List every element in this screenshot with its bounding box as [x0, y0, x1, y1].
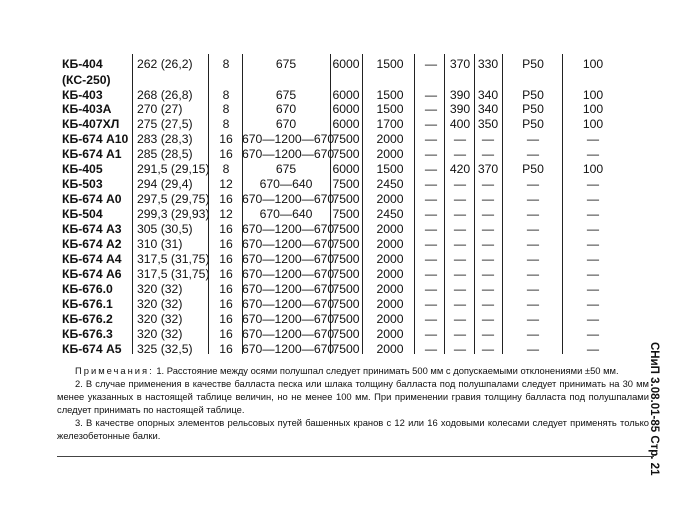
table-cell: 1500 — [376, 57, 404, 71]
table-cell: — — [453, 222, 467, 236]
table-cell: 670—1200—670 — [242, 132, 335, 146]
crane-model-cell: (КС-250) — [62, 73, 111, 87]
table-cell: 7500 — [332, 252, 360, 266]
table-cell: — — [481, 147, 495, 161]
table-cell: 320 (32) — [137, 312, 183, 326]
table-cell: — — [586, 237, 600, 251]
table-cell: 7500 — [332, 207, 360, 221]
table-cell: — — [526, 342, 540, 356]
table-cell: — — [526, 222, 540, 236]
table-cell: 1500 — [376, 102, 404, 116]
table-cell: 16 — [219, 222, 233, 236]
table-cell: 2450 — [376, 177, 404, 191]
table-cell: 16 — [219, 132, 233, 146]
table-cell: 7500 — [332, 342, 360, 356]
table-cell: 2000 — [376, 312, 404, 326]
table-cell: 299,3 (29,93) — [137, 207, 210, 221]
table-cell: — — [586, 297, 600, 311]
table-cell: — — [526, 237, 540, 251]
table-cell: 2000 — [376, 342, 404, 356]
table-cell: Р50 — [522, 102, 544, 116]
table-cell: 7500 — [332, 192, 360, 206]
table-cell: 7500 — [332, 267, 360, 281]
table-cell: 670—1200—670 — [242, 342, 335, 356]
table-cell: 100 — [582, 102, 604, 116]
table-cell: 7500 — [332, 132, 360, 146]
table-cell: — — [453, 237, 467, 251]
crane-model-cell: КБ-404 — [62, 57, 103, 71]
table-cell: 6000 — [332, 57, 360, 71]
crane-model-cell: КБ-676.3 — [62, 327, 113, 341]
table-cell: 670—1200—670 — [242, 147, 335, 161]
table-cell: — — [526, 297, 540, 311]
table-cell: — — [481, 132, 495, 146]
table-cell: — — [453, 327, 467, 341]
table-cell: — — [424, 222, 438, 236]
table-cell: 16 — [219, 282, 233, 296]
crane-model-cell: КБ-405 — [62, 162, 103, 176]
table-cell: 390 — [449, 88, 471, 102]
table-cell: — — [526, 267, 540, 281]
table-cell: — — [586, 267, 600, 281]
table-cell: — — [481, 282, 495, 296]
table-cell: — — [481, 222, 495, 236]
crane-model-cell: КБ-676.0 — [62, 282, 113, 296]
note-2: 2. В случае применения в качестве балласта песка или шлака толщину балласта под полушпалами следует принимать на 30 мм менее указанных в настоящей таблице величин, но не менее 100 мм. При применении гравия толщину балласта под полушпалами следует принимать по настоящей таблице. — [57, 378, 649, 415]
table-cell: — — [424, 57, 438, 71]
table-cell: 16 — [219, 237, 233, 251]
table-cell: — — [453, 207, 467, 221]
table-cell: 2000 — [376, 297, 404, 311]
table-cell: — — [424, 207, 438, 221]
table-cell: — — [481, 342, 495, 356]
table-cell: 2000 — [376, 192, 404, 206]
bottom-divider — [57, 456, 654, 457]
table-cell: — — [424, 192, 438, 206]
crane-model-cell: КБ-503 — [62, 177, 103, 191]
table-cell: 390 — [449, 102, 471, 116]
table-cell: 275 (27,5) — [137, 117, 193, 131]
table-cell: 1500 — [376, 88, 404, 102]
table-cell: 670—1200—670 — [242, 252, 335, 266]
table-cell: — — [586, 192, 600, 206]
table-cell: — — [481, 252, 495, 266]
table-cell: Р50 — [522, 117, 544, 131]
table-cell: 8 — [222, 88, 230, 102]
table-cell: 670—1200—670 — [242, 192, 335, 206]
crane-model-cell: КБ-403А — [62, 102, 112, 116]
table-cell: — — [424, 342, 438, 356]
note-3: 3. В качестве опорных элементов рельсовых путей башенных кранов с 12 или 16 ходовыми колесами следует применять только железобетонные балки. — [57, 417, 649, 441]
crane-model-cell: КБ-674 А10 — [62, 132, 129, 146]
table-cell: — — [526, 177, 540, 191]
table-cell: 7500 — [332, 327, 360, 341]
table-cell: 7500 — [332, 222, 360, 236]
table-cell: 670—1200—670 — [242, 222, 335, 236]
table-cell: — — [526, 207, 540, 221]
table-cell: — — [424, 117, 438, 131]
table-cell: 670—1200—670 — [242, 312, 335, 326]
table-cell: 670—1200—670 — [242, 327, 335, 341]
table-cell: 320 (32) — [137, 327, 183, 341]
table-cell: — — [481, 312, 495, 326]
table-cell: 2000 — [376, 327, 404, 341]
table-cell: 268 (26,8) — [137, 88, 193, 102]
table-cell: Р50 — [522, 57, 544, 71]
table-cell: 7500 — [332, 147, 360, 161]
table-cell: 262 (26,2) — [137, 57, 193, 71]
table-cell: — — [586, 342, 600, 356]
table-cell: 100 — [582, 117, 604, 131]
table-cell: — — [481, 177, 495, 191]
table-cell: — — [453, 267, 467, 281]
table-cell: — — [586, 207, 600, 221]
table-cell: — — [424, 147, 438, 161]
table-cell: — — [424, 102, 438, 116]
note-1-text: 1. Расстояние между осями полушпал следует принимать 500 мм с допускаемыми отклонениями ±50 мм. — [156, 365, 619, 376]
table-cell: — — [424, 132, 438, 146]
table-cell: — — [526, 282, 540, 296]
table-cell: 7500 — [332, 312, 360, 326]
table-cell: 670 — [275, 102, 297, 116]
table-cell: 6000 — [332, 162, 360, 176]
table-cell: 16 — [219, 312, 233, 326]
crane-model-cell: КБ-674 А3 — [62, 222, 122, 236]
table-cell: 6000 — [332, 117, 360, 131]
table-cell: — — [481, 327, 495, 341]
table-cell: — — [526, 132, 540, 146]
table-cell: 350 — [477, 117, 499, 131]
table-cell: 400 — [449, 117, 471, 131]
table-cell: — — [586, 222, 600, 236]
table-cell: 420 — [449, 162, 471, 176]
page-header-vertical: СНиП 3.08.01-85 Стр. 21 — [648, 342, 660, 476]
table-cell: 16 — [219, 327, 233, 341]
table-cell: — — [424, 237, 438, 251]
crane-model-cell: КБ-674 А6 — [62, 267, 122, 281]
table-cell: 294 (29,4) — [137, 177, 193, 191]
table-cell: 317,5 (31,75) — [137, 252, 210, 266]
table-cell: 325 (32,5) — [137, 342, 193, 356]
table-cell: 670—1200—670 — [242, 282, 335, 296]
table-cell: — — [526, 147, 540, 161]
table-cell: 2000 — [376, 237, 404, 251]
table-cell: 2000 — [376, 147, 404, 161]
table-cell: 8 — [222, 117, 230, 131]
table-cell: 2000 — [376, 222, 404, 236]
table-cell: — — [424, 88, 438, 102]
crane-model-cell: КБ-674 А1 — [62, 147, 122, 161]
crane-model-cell: КБ-674 А0 — [62, 192, 122, 206]
table-cell: — — [424, 162, 438, 176]
table-cell: 7500 — [332, 177, 360, 191]
table-cell: 8 — [222, 57, 230, 71]
table-cell: 270 (27) — [137, 102, 183, 116]
table-cell: 1700 — [376, 117, 404, 131]
table-cell: — — [424, 297, 438, 311]
table-cell: — — [453, 297, 467, 311]
table-cell: — — [424, 312, 438, 326]
table-cell: — — [586, 177, 600, 191]
table-cell: — — [586, 282, 600, 296]
table-cell: 16 — [219, 147, 233, 161]
table-cell: 8 — [222, 102, 230, 116]
table-cell: 320 (32) — [137, 282, 183, 296]
crane-model-cell: КБ-674 А2 — [62, 237, 122, 251]
table-cell: — — [481, 267, 495, 281]
table-cell: — — [586, 312, 600, 326]
table-cell: — — [424, 252, 438, 266]
table-cell: — — [453, 147, 467, 161]
table-cell: — — [453, 132, 467, 146]
table-cell: 330 — [477, 57, 499, 71]
table-cell: 2450 — [376, 207, 404, 221]
table-cell: 16 — [219, 342, 233, 356]
table-cell: — — [453, 177, 467, 191]
table-cell: 370 — [449, 57, 471, 71]
table-cell: — — [453, 282, 467, 296]
table-cell: 100 — [582, 57, 604, 71]
table-cell: 317,5 (31,75) — [137, 267, 210, 281]
table-cell: 12 — [219, 207, 233, 221]
table-cell: — — [453, 252, 467, 266]
table-cell: 2000 — [376, 132, 404, 146]
crane-model-cell: КБ-674 А4 — [62, 252, 122, 266]
table-cell: 6000 — [332, 88, 360, 102]
table-cell: — — [586, 132, 600, 146]
crane-model-cell: КБ-407ХЛ — [62, 117, 120, 131]
crane-model-cell: КБ-676.1 — [62, 297, 113, 311]
table-cell: 2000 — [376, 267, 404, 281]
table-cell: — — [424, 327, 438, 341]
table-cell: 2000 — [376, 252, 404, 266]
table-cell: — — [424, 177, 438, 191]
table-cell: — — [481, 207, 495, 221]
table-cell: 100 — [582, 162, 604, 176]
table-cell: 340 — [477, 102, 499, 116]
table-cell: — — [586, 327, 600, 341]
table-cell: 675 — [275, 162, 297, 176]
table-cell: 675 — [275, 88, 297, 102]
table-cell: 283 (28,3) — [137, 132, 193, 146]
table-cell: 1500 — [376, 162, 404, 176]
table-cell: 16 — [219, 252, 233, 266]
table-cell: 340 — [477, 88, 499, 102]
table-cell: 670—640 — [259, 207, 313, 221]
note-1 — [57, 364, 649, 377]
table-cell: 7500 — [332, 237, 360, 251]
table-cell: 670 — [275, 117, 297, 131]
table-cell: 670—1200—670 — [242, 297, 335, 311]
table-cell: 670—640 — [259, 177, 313, 191]
table-cell: — — [453, 192, 467, 206]
table-cell: 297,5 (29,75) — [137, 192, 210, 206]
table-cell: — — [424, 282, 438, 296]
table-cell: Р50 — [522, 162, 544, 176]
crane-model-cell: КБ-504 — [62, 207, 103, 221]
table-cell: — — [586, 252, 600, 266]
table-cell: 12 — [219, 177, 233, 191]
table-cell: 285 (28,5) — [137, 147, 193, 161]
table-cell: 670—1200—670 — [242, 267, 335, 281]
table-cell: 16 — [219, 267, 233, 281]
table-cell: — — [453, 312, 467, 326]
table-cell: — — [481, 297, 495, 311]
table-cell: 6000 — [332, 102, 360, 116]
table-cell: — — [424, 267, 438, 281]
table-cell: 16 — [219, 297, 233, 311]
table-cell: — — [526, 312, 540, 326]
table-cell: 320 (32) — [137, 297, 183, 311]
table-cell: 2000 — [376, 282, 404, 296]
table-cell: 8 — [222, 162, 230, 176]
table-cell: 7500 — [332, 282, 360, 296]
notes-block — [57, 364, 649, 442]
table-cell: 305 (30,5) — [137, 222, 193, 236]
table-cell: — — [526, 327, 540, 341]
table-cell: 675 — [275, 57, 297, 71]
crane-model-cell: КБ-403 — [62, 88, 103, 102]
table-row — [0, 56, 640, 73]
table-cell: 291,5 (29,15) — [137, 162, 210, 176]
table-cell: 7500 — [332, 297, 360, 311]
notes-label: Примечания: — [75, 365, 154, 376]
table-cell: 16 — [219, 192, 233, 206]
table-cell: — — [453, 342, 467, 356]
crane-model-cell: КБ-676.2 — [62, 312, 113, 326]
table-cell: — — [526, 192, 540, 206]
table-cell: 670—1200—670 — [242, 237, 335, 251]
table-cell: — — [586, 147, 600, 161]
table-cell: — — [526, 252, 540, 266]
table-cell: — — [481, 192, 495, 206]
table-cell: Р50 — [522, 88, 544, 102]
table-cell: 310 (31) — [137, 237, 183, 251]
table-row — [0, 341, 640, 358]
table-cell: 370 — [477, 162, 499, 176]
table-cell: — — [481, 237, 495, 251]
crane-model-cell: КБ-674 А5 — [62, 342, 122, 356]
table-cell: 100 — [582, 88, 604, 102]
